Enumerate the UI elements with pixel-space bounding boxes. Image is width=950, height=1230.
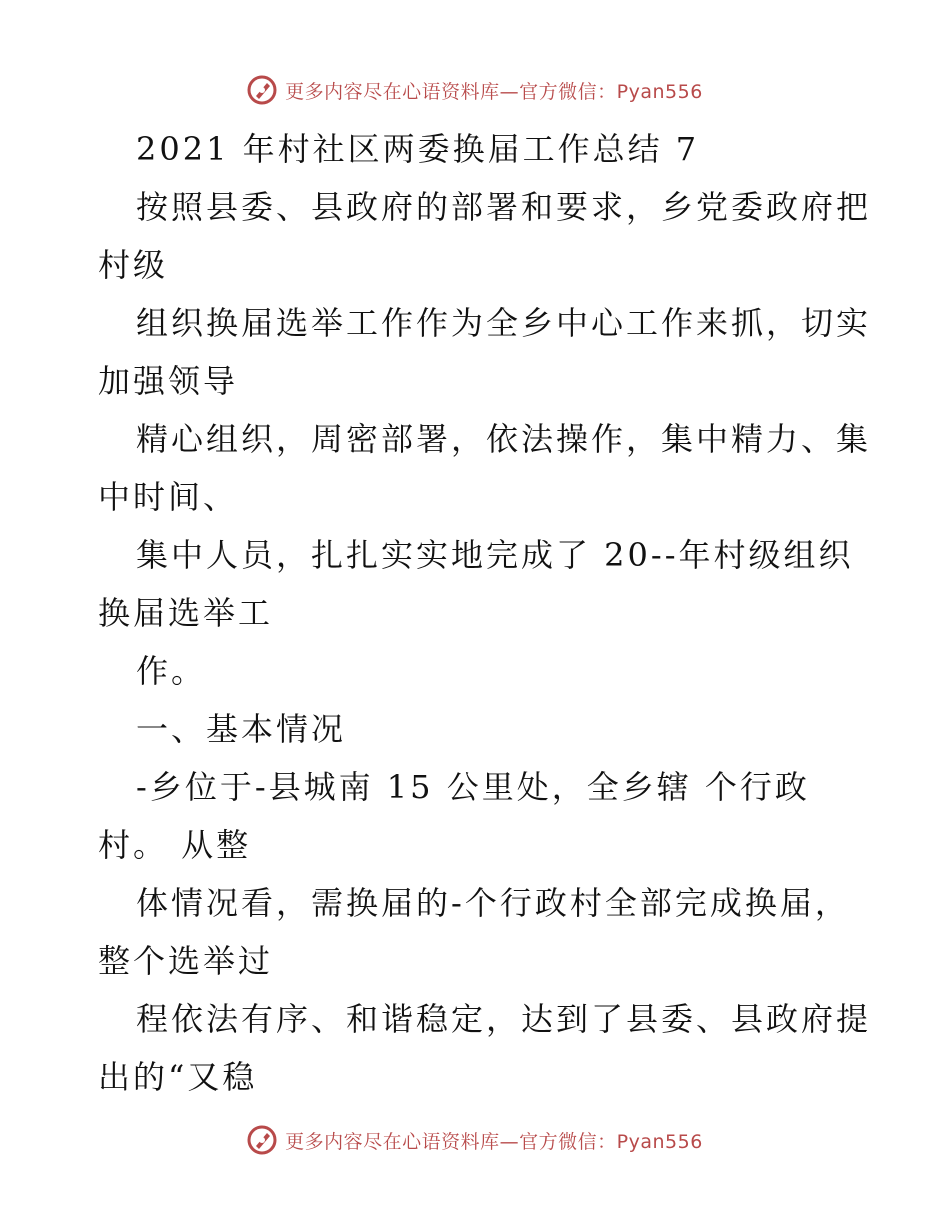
- text-line: 出的“又稳: [98, 1058, 258, 1096]
- text-line: 集中人员，扎扎实实地完成了 20--年村级组织: [136, 536, 854, 574]
- text-line: 程依法有序、和谐稳定，达到了县委、县政府提: [136, 1000, 872, 1038]
- text-line: 换届选举工: [98, 594, 274, 632]
- document-body: [98, 120, 878, 1106]
- text-line: 精心组织，周密部署，依法操作，集中精力、集: [136, 420, 872, 458]
- text-line: 村。 从整: [98, 826, 252, 864]
- text-line: 村级: [98, 246, 169, 284]
- pen-logo-icon: [247, 75, 277, 105]
- text-line: 2021 年村社区两委换届工作总结 7: [136, 130, 700, 168]
- text-line: 按照县委、县政府的部署和要求，乡党委政府把: [136, 188, 872, 226]
- text-line: 作。: [136, 652, 207, 690]
- watermark-header: [0, 70, 950, 110]
- text-line: 体情况看，需换届的-个行政村全部完成换届，: [136, 884, 850, 922]
- text-line: -乡位于-县城南 15 公里处，全乡辖 个行政: [136, 768, 810, 806]
- watermark-text: 更多内容尽在心语资料库—官方微信：Pyan556: [285, 80, 703, 103]
- pen-logo-icon: [247, 1125, 277, 1155]
- text-line: 整个选举过: [98, 942, 274, 980]
- watermark-footer: [0, 1120, 950, 1160]
- watermark-text: 更多内容尽在心语资料库—官方微信：Pyan556: [285, 1130, 703, 1153]
- text-line: 一、基本情况: [136, 710, 347, 748]
- text-line: 加强领导: [98, 362, 239, 400]
- text-line: 组织换届选举工作作为全乡中心工作来抓，切实: [136, 304, 872, 342]
- text-line: 中时间、: [98, 478, 239, 516]
